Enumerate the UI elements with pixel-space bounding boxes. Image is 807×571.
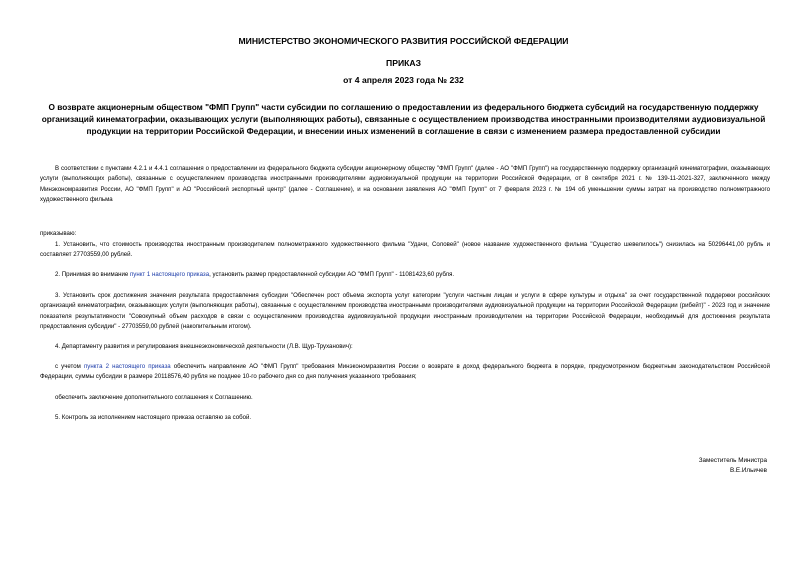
signatory-position: Заместитель Министра xyxy=(698,457,767,464)
item-4a-paragraph xyxy=(40,362,770,383)
item-2-paragraph xyxy=(40,270,770,280)
item-4a-text-post: обеспечить направление АО "ФМП Групп" требования Минэкономразвития России о возврате в доход федерального бюджета в порядке, предусмотренном бюджетным законодательством Российской Федерации, суммы субсидии в размере 20118576,40 рубля не позднее 10-го рабочего дня со дня получения указанного требования; xyxy=(40,363,770,381)
signatory-name: В.Е.Ильичев xyxy=(729,467,767,474)
item-4b-paragraph: обеспечить заключение дополнительного соглашения к Соглашению. xyxy=(55,394,253,401)
item-1-paragraph: 1. Установить, что стоимость производства иностранным производителем полнометражного художественного фильма "Удачи, Соловей" (новое название художественного фильма "Существо шевелилось") снизилась на 50296441,00 рубль и составляет 27703559,00 рублей. xyxy=(40,241,770,259)
document-date-number: от 4 апреля 2023 года № 232 xyxy=(343,75,464,85)
preamble-paragraph: В соответствии с пунктами 4.2.1 и 4.4.1 соглашения о предоставлении из федерального бюджета субсидии акционерному обществу "ФМП Групп" (далее - АО "ФМП Групп") на государственную поддержку организаций кинематографии, оказывающих услуги (выполняющих работы), связанные с осуществлением производства иностранными производителями аудиовизуальной продукции на территории Российской Федерации, от 8 сентября 2021 г. № 139-11-2021-327, заключенного между Минэкономразвития России, АО "ФМП Групп" и АО "Российский экспортный центр" (далее - Соглашение), и на основании заявления АО "ФМП Групп" от 7 февраля 2023 г. № 194 об уменьшении суммы затрат на производство полнометражного художественного фильма xyxy=(40,165,770,203)
document-title: О возврате акционерным обществом "ФМП Групп" части субсидии по соглашению о предоставлении из федерального бюджета субсидий на государственную поддержку организаций кинематографии, оказывающих услуги (выполняющих работы), связанные с осуществлением производства иностранными производителями аудиовизуальной продукции на территории Российской Федерации, и внесении иных изменений в соглашение в связи с изменением размера предоставленной субсидии xyxy=(41,102,766,136)
item-3-paragraph: 3. Установить срок достижения значения результата предоставления субсидии "Обеспечен рост объема экспорта услуг категории "услуги частным лицам и услуги в сфере культуры и отдыха" за счет государственной поддержки российских организаций кинематографии, оказывающих услуги (выполняющих работы), связанные с осуществлением производства иностранными производителями аудиовизуальной продукции на территории Российской Федерации (рибейт)" - 2023 год и значение показателя результативности "Совокупный объем расходов в связи с осуществлением производства аудиовизуальной продукции иностранным производителем на территории Российской Федерации, необходимый для достижения результата предоставления субсидии" - 27703559,00 рублей (накопительным итогом). xyxy=(40,292,770,330)
item-1-reference-link[interactable]: пункт 1 настоящего приказа xyxy=(129,271,210,278)
document-type-heading: ПРИКАЗ xyxy=(386,58,421,68)
item-4a-text-pre: с учетом xyxy=(55,363,84,370)
item-2-reference-link[interactable]: пункта 2 настоящего приказа xyxy=(83,363,171,370)
item-5-paragraph: 5. Контроль за исполнением настоящего приказа оставляю за собой. xyxy=(55,414,252,421)
item-2-text-pre: 2. Принимая во внимание xyxy=(55,271,130,278)
item-4-paragraph: 4. Департаменту развития и регулирования внешнеэкономической деятельности (Л.В. Щур-Труханович): xyxy=(55,343,353,350)
ministry-heading: МИНИСТЕРСТВО ЭКОНОМИЧЕСКОГО РАЗВИТИЯ РОССИЙСКОЙ ФЕДЕРАЦИИ xyxy=(238,36,569,46)
ordered-line: приказываю: xyxy=(40,230,77,237)
item-2-text-post: , установить размер предоставленной субсидии АО "ФМП Групп" - 11081423,60 рубля. xyxy=(209,271,455,278)
